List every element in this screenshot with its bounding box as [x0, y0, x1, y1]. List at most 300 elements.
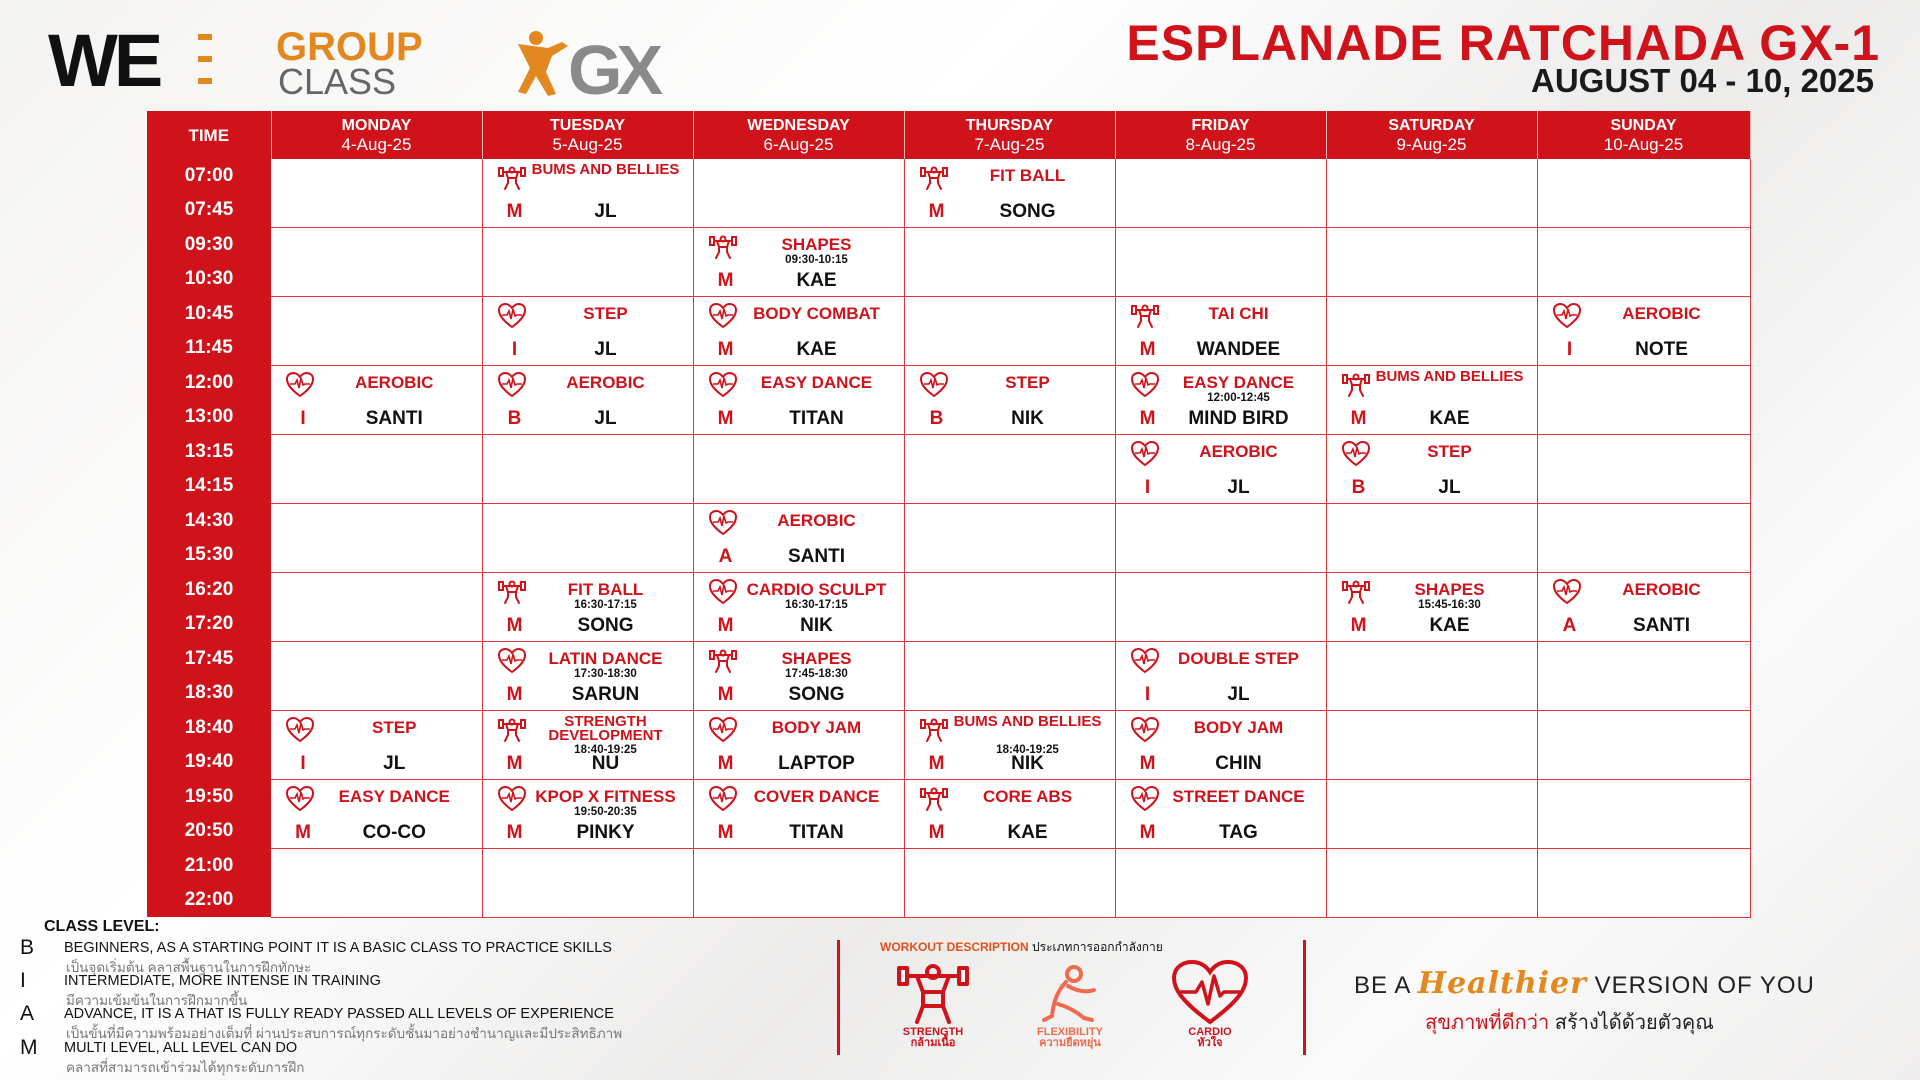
class-cell — [904, 711, 1115, 780]
empty-cell — [1537, 504, 1750, 573]
slot-row — [147, 159, 1750, 228]
class-session-body-combat[interactable] — [694, 297, 904, 365]
time-start: 17:45 — [184, 647, 234, 669]
class-name: STEP — [583, 304, 628, 323]
class-cell — [482, 297, 693, 366]
class-level: M — [1139, 753, 1156, 774]
empty-cell — [1326, 159, 1537, 228]
level-description: MULTI LEVEL, ALL LEVEL CAN DO — [64, 1040, 298, 1056]
time-end: 19:40 — [184, 751, 234, 772]
time-header: TIME — [147, 111, 271, 159]
level-letter: I — [20, 969, 26, 992]
instructor-name: SONG — [788, 684, 845, 705]
day-name: TUESDAY — [550, 117, 625, 134]
class-name: BUMS AND BELLIES — [1375, 368, 1524, 385]
time-start: 07:00 — [184, 165, 234, 186]
level-description-th: คลาสที่สามารถเข้าร่วมได้ทุกระดับการฝึก — [66, 1060, 305, 1075]
class-time: 09:30-10:15 — [785, 254, 848, 266]
day-header-monday — [271, 111, 482, 159]
class-cell — [693, 297, 904, 366]
level-description-th: มีความเข้มข้นในการฝึกมากขึ้น — [66, 993, 248, 1008]
time-cell — [147, 159, 271, 228]
instructor-name: SONG — [577, 615, 634, 636]
day-header-wednesday — [693, 111, 904, 159]
day-date: 7-Aug-25 — [974, 135, 1045, 154]
day-name: MONDAY — [341, 117, 412, 134]
strength-label-th: กล้ามเนื้อ — [910, 1037, 956, 1049]
class-name: AEROBIC — [1199, 442, 1278, 461]
strength-legend-icon — [893, 960, 973, 1026]
instructor-name: KAE — [1429, 615, 1470, 636]
time-end: 15:30 — [184, 544, 234, 565]
class-time: 17:45-18:30 — [785, 668, 848, 680]
class-session-bums-and-bellies[interactable] — [905, 711, 1115, 779]
time-cell — [147, 366, 271, 435]
class-name: CORE ABS — [982, 787, 1073, 806]
class-session-easy-dance[interactable] — [271, 780, 482, 848]
class-time: 16:30-17:15 — [785, 599, 848, 611]
schedule-table — [147, 111, 1751, 918]
class-time: 16:30-17:15 — [574, 599, 637, 611]
class-level: I — [300, 753, 306, 774]
empty-cell — [482, 504, 693, 573]
class-cell — [693, 780, 904, 849]
class-session-street-dance[interactable] — [1116, 780, 1326, 848]
slot-row — [147, 297, 1750, 366]
class-level: M — [506, 201, 523, 222]
empty-cell — [482, 849, 693, 918]
legend-flexibility — [1015, 960, 1125, 1049]
class-session-double-step[interactable] — [1116, 642, 1326, 710]
class-name: EASY DANCE — [1182, 373, 1295, 392]
class-cell — [904, 159, 1115, 228]
empty-cell — [1326, 228, 1537, 297]
date-range: AUGUST 04 - 10, 2025 — [1531, 62, 1874, 99]
tagline — [1354, 966, 1815, 1001]
empty-cell — [904, 228, 1115, 297]
instructor-name: TITAN — [789, 408, 844, 429]
brand-logo — [48, 20, 748, 98]
class-cell — [482, 711, 693, 780]
time-start: 18:40 — [184, 716, 234, 738]
day-header-friday — [1115, 111, 1326, 159]
class-name: CARDIO SCULPT — [746, 580, 887, 599]
class-level: M — [928, 201, 945, 222]
instructor-name: WANDEE — [1196, 339, 1281, 360]
day-name: WEDNESDAY — [747, 117, 850, 134]
class-session-latin-dance[interactable] — [483, 642, 693, 710]
class-level: B — [507, 408, 522, 429]
class-cell — [1115, 642, 1326, 711]
time-start: 13:15 — [184, 440, 234, 462]
class-cell — [693, 504, 904, 573]
instructor-name: NOTE — [1635, 339, 1688, 360]
empty-cell — [1537, 711, 1750, 780]
cardio-label-th: หัวใจ — [1197, 1037, 1223, 1049]
class-session-aerobic[interactable] — [1538, 297, 1750, 365]
class-time: 19:50-20:35 — [574, 806, 637, 818]
empty-cell — [904, 435, 1115, 504]
time-end: 20:50 — [184, 820, 234, 841]
class-cell — [271, 366, 482, 435]
class-cell — [1537, 297, 1750, 366]
empty-cell — [693, 849, 904, 918]
time-end: 10:30 — [184, 268, 234, 289]
instructor-name: SANTI — [1633, 615, 1690, 636]
class-session-easy-dance[interactable] — [1116, 366, 1326, 434]
instructor-name: JL — [594, 408, 617, 429]
class-session-aerobic[interactable] — [1116, 435, 1326, 503]
day-date: 8-Aug-25 — [1185, 135, 1256, 154]
divider-right — [1303, 940, 1306, 1055]
time-start: 21:00 — [184, 854, 234, 876]
workout-title-th: ประเภทการออกกำลังกาย — [1032, 940, 1163, 954]
day-header-thursday — [904, 111, 1115, 159]
class-name: EASY DANCE — [338, 787, 450, 806]
class-session-body-jam[interactable] — [694, 711, 904, 779]
level-description: BEGINNERS, AS A STARTING POINT IT IS A BASIC CLASS TO PRACTICE SKILLS — [64, 940, 612, 956]
level-letter: B — [20, 936, 35, 959]
class-name: AEROBIC — [777, 511, 856, 530]
class-level: B — [929, 408, 944, 429]
divider-left — [837, 940, 840, 1055]
class-session-fit-ball[interactable] — [483, 573, 693, 641]
instructor-name: SANTI — [365, 408, 423, 429]
class-level: M — [928, 822, 945, 843]
class-time: 17:30-18:30 — [574, 668, 637, 680]
class-name: KPOP X FITNESS — [535, 787, 676, 806]
class-level: M — [717, 615, 734, 636]
slot-row — [147, 573, 1750, 642]
class-session-body-jam[interactable] — [1116, 711, 1326, 779]
time-cell — [147, 504, 271, 573]
class-session-tai-chi[interactable] — [1116, 297, 1326, 365]
class-name: TAI CHI — [1208, 304, 1269, 323]
empty-cell — [1115, 849, 1326, 918]
class-session-shapes[interactable] — [694, 228, 904, 296]
instructor-name: JL — [1227, 684, 1250, 705]
instructor-name: KAE — [796, 270, 837, 291]
instructor-name: JL — [594, 201, 617, 222]
time-cell — [147, 849, 271, 918]
time-start: 14:30 — [184, 509, 234, 531]
class-session-shapes[interactable] — [1327, 573, 1537, 641]
class-cell — [693, 366, 904, 435]
empty-cell — [271, 849, 482, 918]
empty-cell — [1326, 297, 1537, 366]
slot-row — [147, 228, 1750, 297]
tagline-thai-dark: สร้างได้ด้วยตัวคุณ — [1554, 1012, 1714, 1034]
class-level: M — [506, 684, 523, 705]
class-level: M — [717, 408, 734, 429]
cardio-label: CARDIO — [1188, 1026, 1232, 1038]
class-level: M — [506, 753, 523, 774]
day-header-saturday — [1326, 111, 1537, 159]
empty-cell — [1326, 642, 1537, 711]
strength-label: STRENGTH — [902, 1026, 964, 1038]
time-end: 17:20 — [184, 613, 234, 634]
class-session-fit-ball[interactable] — [905, 159, 1115, 227]
class-time: 18:40-19:25 — [574, 744, 637, 756]
level-letter: M — [20, 1036, 38, 1059]
class-level: M — [1350, 408, 1367, 429]
level-letter: A — [20, 1002, 35, 1025]
class-cell — [693, 228, 904, 297]
empty-cell — [271, 573, 482, 642]
level-description-th: เป็นขั้นที่มีความพร้อมอย่างเต็มที่ ผ่านประสบการณ์ทุกระดับชั้นมาอย่างชำนาญและมีประสิทธิภาพ — [66, 1026, 623, 1041]
tagline-thai — [1425, 1006, 1714, 1038]
instructor-name: JL — [383, 753, 406, 774]
class-level: M — [717, 753, 734, 774]
class-session-core-abs[interactable] — [905, 780, 1115, 848]
class-level: M — [295, 822, 311, 843]
instructor-name: KAE — [796, 339, 837, 360]
empty-cell — [271, 435, 482, 504]
empty-cell — [1537, 159, 1750, 228]
class-cell — [482, 780, 693, 849]
class-cell — [1115, 297, 1326, 366]
class-level: A — [1562, 615, 1577, 636]
class-name: STEP — [1005, 373, 1050, 392]
class-session-step[interactable] — [1327, 435, 1537, 503]
slot-row — [147, 504, 1750, 573]
time-cell — [147, 297, 271, 366]
class-name: BODY JAM — [771, 718, 862, 737]
level-description: INTERMEDIATE, MORE INTENSE IN TRAINING — [64, 973, 381, 989]
class-cell — [482, 642, 693, 711]
class-session-step[interactable] — [271, 711, 482, 779]
class-level: M — [506, 822, 523, 843]
time-end: 13:00 — [184, 406, 234, 427]
class-name: AEROBIC — [1622, 580, 1701, 599]
class-session-kpop-x-fitness[interactable] — [483, 780, 693, 848]
class-level: M — [928, 753, 945, 774]
class-time: 18:40-19:25 — [996, 744, 1059, 756]
kickboxer-silhouette-icon — [518, 31, 568, 96]
empty-cell — [482, 435, 693, 504]
class-name: EASY DANCE — [760, 373, 873, 392]
time-end: 14:15 — [184, 475, 234, 496]
class-cell — [1115, 711, 1326, 780]
class-time: 15:45-16:30 — [1418, 599, 1481, 611]
class-session-step[interactable] — [483, 297, 693, 365]
class-level: I — [1144, 477, 1151, 498]
instructor-name: KAE — [1429, 408, 1470, 429]
class-cell — [693, 573, 904, 642]
class-name: SHAPES — [781, 235, 852, 254]
day-name: SATURDAY — [1388, 117, 1475, 134]
class-name: STEP — [1427, 442, 1472, 461]
day-date: 10-Aug-25 — [1603, 135, 1684, 154]
class-name: BUMS AND BELLIES — [953, 713, 1102, 730]
empty-cell — [271, 297, 482, 366]
instructor-name: MIND BIRD — [1188, 408, 1289, 429]
time-start: 10:45 — [184, 302, 234, 324]
tagline-post: VERSION OF YOU — [1594, 972, 1815, 999]
empty-cell — [1326, 780, 1537, 849]
class-cell — [482, 366, 693, 435]
day-header-row — [147, 111, 1750, 159]
class-name: LATIN DANCE — [548, 649, 663, 668]
legend-strength — [878, 960, 988, 1049]
day-header-tuesday — [482, 111, 693, 159]
class-cell — [693, 711, 904, 780]
empty-cell — [904, 642, 1115, 711]
instructor-name: KAE — [1007, 822, 1048, 843]
tagline-pre: BE A — [1354, 972, 1411, 999]
class-cell — [1115, 780, 1326, 849]
flexibility-legend-icon — [1030, 960, 1110, 1026]
empty-cell — [271, 642, 482, 711]
class-level: M — [717, 339, 734, 360]
class-cell — [1326, 573, 1537, 642]
day-date: 5-Aug-25 — [552, 135, 623, 154]
class-session-bums-and-bellies[interactable] — [1327, 366, 1537, 434]
empty-cell — [271, 159, 482, 228]
instructor-name: NU — [591, 753, 620, 774]
venue-title: ESPLANADE RATCHADA GX-1 — [1126, 15, 1880, 71]
brand-class: CLASS — [278, 61, 397, 98]
flexibility-label-th: ความยืดหยุ่น — [1039, 1037, 1101, 1049]
class-session-cover-dance[interactable] — [694, 780, 904, 848]
class-name: AEROBIC — [1622, 304, 1701, 323]
empty-cell — [1537, 780, 1750, 849]
class-level: M — [1350, 615, 1367, 636]
empty-cell — [1326, 711, 1537, 780]
brand-gx: GX — [568, 31, 658, 98]
class-level: M — [506, 615, 523, 636]
tagline-thai-red: สุขภาพที่ดีกว่า — [1425, 1012, 1550, 1034]
class-session-shapes[interactable] — [694, 642, 904, 710]
class-cell — [1115, 366, 1326, 435]
day-name: SUNDAY — [1610, 117, 1677, 134]
instructor-name: PINKY — [576, 822, 635, 843]
empty-cell — [904, 504, 1115, 573]
day-date: 6-Aug-25 — [763, 135, 834, 154]
time-start: 19:50 — [184, 785, 234, 807]
class-name: SHAPES — [1414, 580, 1485, 599]
class-name: SHAPES — [781, 649, 852, 668]
instructor-name: SANTI — [788, 546, 845, 567]
class-name: BUMS AND BELLIES — [531, 161, 680, 178]
class-cell — [271, 711, 482, 780]
time-cell — [147, 573, 271, 642]
class-session-step[interactable] — [905, 366, 1115, 434]
class-name: STRENGTH DEVELOPMENT — [548, 713, 663, 744]
slot-row — [147, 435, 1750, 504]
class-session-aerobic[interactable] — [271, 366, 482, 434]
day-date: 4-Aug-25 — [341, 135, 412, 154]
workout-description-title — [880, 938, 1163, 957]
day-name: THURSDAY — [965, 117, 1054, 134]
class-level: M — [717, 684, 734, 705]
time-cell — [147, 780, 271, 849]
class-level: I — [1144, 684, 1151, 705]
class-name: AEROBIC — [566, 373, 645, 392]
class-session-cardio-sculpt[interactable] — [694, 573, 904, 641]
class-time: 12:00-12:45 — [1207, 392, 1270, 404]
empty-cell — [904, 849, 1115, 918]
time-cell — [147, 711, 271, 780]
time-end: 18:30 — [184, 682, 234, 703]
class-level: B — [1351, 477, 1366, 498]
class-cell — [482, 573, 693, 642]
class-name: FIT BALL — [567, 580, 644, 599]
class-name: DOUBLE STEP — [1178, 649, 1299, 668]
instructor-name: TITAN — [789, 822, 844, 843]
time-cell — [147, 228, 271, 297]
empty-cell — [1326, 849, 1537, 918]
class-session-bums-and-bellies[interactable] — [483, 159, 693, 227]
slot-row — [147, 780, 1750, 849]
class-session-easy-dance[interactable] — [694, 366, 904, 434]
class-cell — [1537, 573, 1750, 642]
empty-cell — [1537, 366, 1750, 435]
class-level: I — [1566, 339, 1573, 360]
time-end: 22:00 — [184, 888, 234, 910]
class-session-aerobic[interactable] — [483, 366, 693, 434]
empty-cell — [271, 228, 482, 297]
class-session-aerobic[interactable] — [1538, 573, 1750, 641]
class-level-title: CLASS LEVEL: — [44, 918, 160, 935]
empty-cell — [271, 504, 482, 573]
day-header-sunday — [1537, 111, 1750, 159]
brand-we: WE — [48, 20, 160, 98]
instructor-name: NIK — [800, 615, 833, 636]
instructor-name: NIK — [1011, 408, 1044, 429]
empty-cell — [482, 228, 693, 297]
legend-cardio — [1155, 960, 1265, 1049]
class-level: I — [300, 408, 306, 429]
class-level: M — [1139, 408, 1156, 429]
empty-cell — [904, 297, 1115, 366]
empty-cell — [1326, 504, 1537, 573]
empty-cell — [693, 159, 904, 228]
time-cell — [147, 435, 271, 504]
class-session-strength-development[interactable] — [483, 711, 693, 779]
instructor-name: CO-CO — [362, 822, 426, 843]
class-level: M — [1139, 339, 1156, 360]
empty-cell — [1115, 228, 1326, 297]
class-level: A — [718, 546, 733, 567]
slot-row — [147, 849, 1750, 918]
empty-cell — [1115, 159, 1326, 228]
level-description: ADVANCE, IT IS A THAT IS FULLY READY PASSED ALL LEVELS OF EXPERIENCE — [64, 1006, 614, 1022]
class-cell — [904, 780, 1115, 849]
flexibility-label: FLEXIBILITY — [1037, 1026, 1103, 1038]
instructor-name: LAPTOP — [778, 753, 855, 774]
instructor-name: TAG — [1219, 822, 1258, 843]
class-cell — [1326, 366, 1537, 435]
class-name: AEROBIC — [355, 373, 434, 392]
slot-row — [147, 711, 1750, 780]
empty-cell — [1537, 849, 1750, 918]
slot-row — [147, 366, 1750, 435]
empty-cell — [1537, 642, 1750, 711]
day-date: 9-Aug-25 — [1396, 135, 1467, 154]
time-end: 11:45 — [185, 337, 233, 358]
time-start: 09:30 — [184, 233, 234, 255]
class-session-aerobic[interactable] — [694, 504, 904, 572]
cardio-legend-icon — [1170, 960, 1250, 1026]
class-cell — [904, 366, 1115, 435]
instructor-name: SONG — [999, 201, 1056, 222]
empty-cell — [1537, 435, 1750, 504]
day-name: FRIDAY — [1191, 117, 1250, 134]
time-end: 07:45 — [184, 199, 234, 221]
slot-row — [147, 642, 1750, 711]
time-start: 12:00 — [184, 371, 234, 393]
